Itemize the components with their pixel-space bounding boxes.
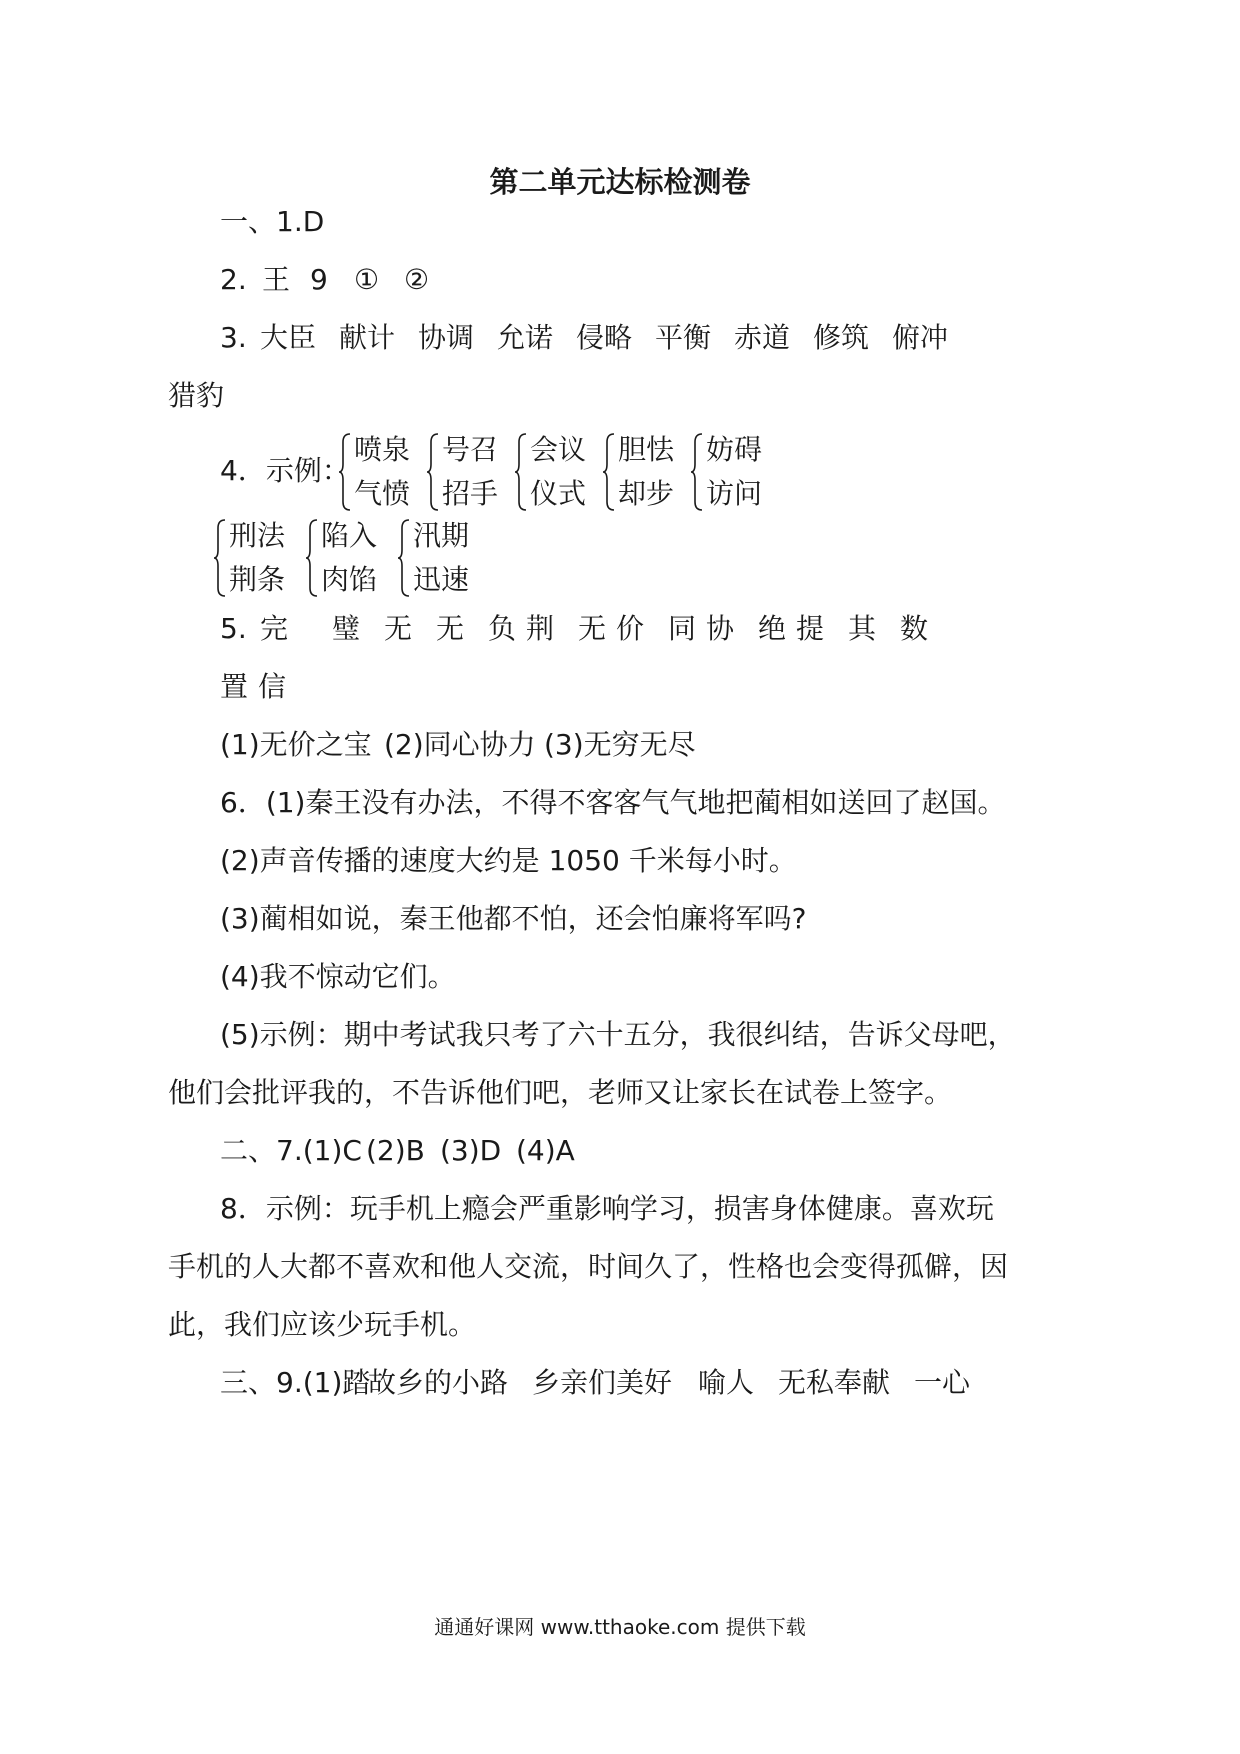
answer-6-2: (2)声音传播的速度大约是 1050 千米每小时。 <box>220 844 797 877</box>
answer-8-line1: 8．示例：玩手机上瘾会严重影响学习，损害身体健康。喜欢玩 <box>220 1192 994 1225</box>
answer-1: 一、1.D <box>220 205 325 238</box>
brace-icon <box>305 518 319 598</box>
answer-6-1: 6．(1)秦王没有办法，不得不客客气气地把蔺相如送回了赵国。 <box>220 786 1006 819</box>
answer-4-label: 4．示例： <box>220 454 350 487</box>
answer-8-line2: 手机的人大都不喜欢和他人交流，时间久了，性格也会变得孤僻，因 <box>168 1250 1009 1283</box>
answer-9: 三、9.(1)踏故乡的小路 乡亲们美好 喻人 无私奉献 一心 <box>220 1366 971 1399</box>
answer-6-5-line1: (5)示例：期中考试我只考了六十五分，我很纠结，告诉父母吧， <box>220 1018 1016 1051</box>
answer-6-5-line2: 他们会批评我的，不告诉他们吧，老师又让家长在试卷上签字。 <box>168 1076 953 1109</box>
answer-2: 2. 王 9 ① ② <box>220 263 430 296</box>
brace-icon <box>397 518 411 598</box>
answer-3-line1: 3. 大臣 献计 协调 允诺 侵略 平衡 赤道 修筑 俯冲 <box>220 321 949 354</box>
answer-5-line1: 5. 完 璧 无 无 负 荆 无 价 同 协 绝 提 其 数 <box>220 612 929 645</box>
answer-6-4: (4)我不惊动它们。 <box>220 960 456 993</box>
brace-icon <box>690 432 704 512</box>
brace-icon <box>514 432 528 512</box>
brace-icon <box>338 432 352 512</box>
brace-icon <box>426 432 440 512</box>
answer-7: 二、7.(1)C (2)B (3)D (4)A <box>220 1134 575 1167</box>
answer-3-line2: 猎豹 <box>168 379 225 412</box>
footer-source: 通通好课网 www.tthaoke.com 提供下载 <box>434 1615 806 1639</box>
answer-5-line2: 置 信 <box>220 670 287 703</box>
answer-8-line3: 此，我们应该少玩手机。 <box>168 1308 477 1341</box>
answer-6-3: (3)蔺相如说，秦王他都不怕，还会怕廉将军吗? <box>220 902 807 935</box>
page-title: 第二单元达标检测卷 <box>489 165 751 199</box>
brace-icon <box>213 518 227 598</box>
brace-icon <box>602 432 616 512</box>
answer-5-line3: (1)无价之宝 (2)同心协力 (3)无穷无尽 <box>220 728 696 761</box>
